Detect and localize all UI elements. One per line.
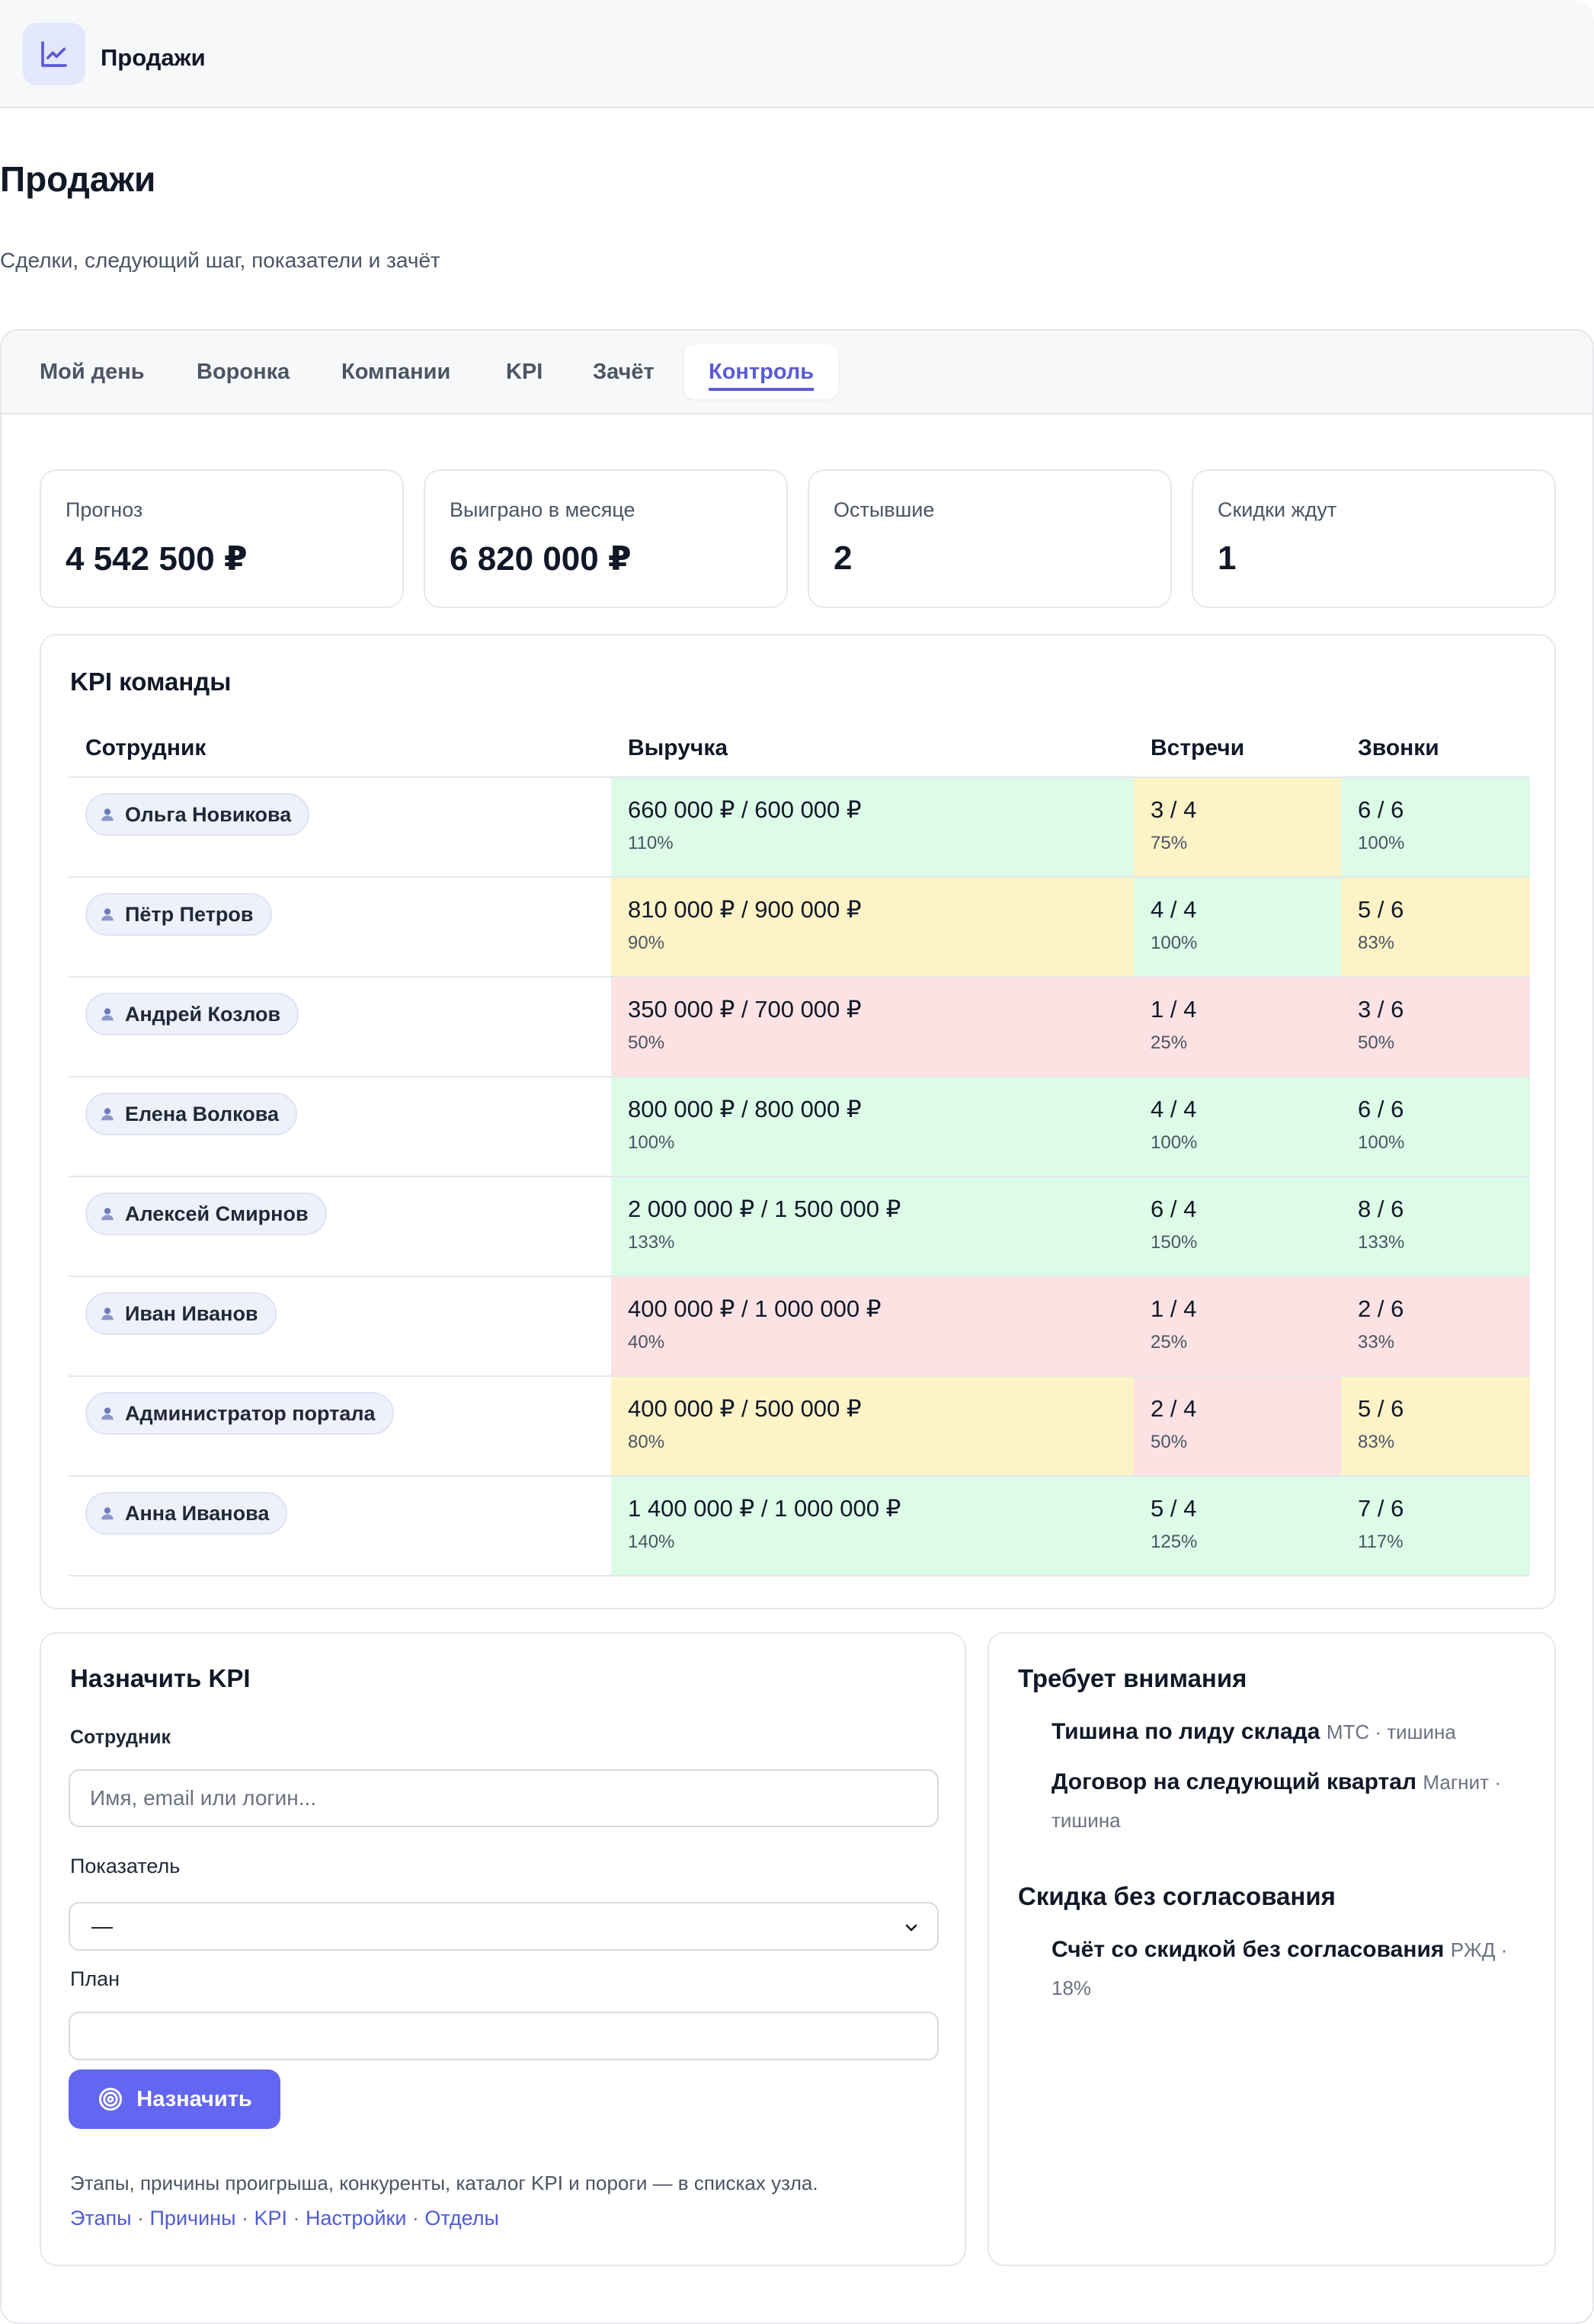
stat-value: 1 xyxy=(1218,539,1237,577)
table-header-row xyxy=(69,719,1530,777)
cell-meetings xyxy=(1134,1077,1341,1176)
main-panel xyxy=(0,329,1594,2324)
cell-revenue xyxy=(611,1077,1134,1176)
calls-percent: 133% xyxy=(1358,1232,1405,1253)
user-icon xyxy=(99,1505,116,1522)
revenue-value: 2 000 000 ₽ / 1 500 000 ₽ xyxy=(628,1196,901,1222)
employee-name: Администратор портала xyxy=(125,1401,376,1425)
user-icon xyxy=(99,1305,116,1322)
stat-card-won xyxy=(424,469,788,608)
table-row xyxy=(69,777,1530,877)
page-subtitle: Сделки, следующий шаг, показатели и зачёт xyxy=(0,248,440,272)
stat-label: Скидки ждут xyxy=(1218,498,1337,521)
calls-percent: 117% xyxy=(1358,1532,1404,1552)
stat-card-forecast xyxy=(40,469,404,608)
employee-chip[interactable] xyxy=(85,1192,327,1235)
cell-employee xyxy=(69,1176,611,1276)
column-header-calls: Звонки xyxy=(1341,719,1530,777)
kpi-team-card xyxy=(40,634,1556,1609)
meetings-value: 4 / 4 xyxy=(1151,896,1197,923)
kpi-title: KPI команды xyxy=(70,667,232,696)
meetings-value: 1 / 4 xyxy=(1151,996,1197,1023)
user-icon xyxy=(99,1405,116,1422)
kpi-table xyxy=(69,719,1530,1577)
table-row xyxy=(69,877,1530,977)
table-row xyxy=(69,1376,1530,1476)
calls-percent: 50% xyxy=(1358,1032,1395,1053)
calls-percent: 83% xyxy=(1358,1432,1395,1452)
calls-value: 3 / 6 xyxy=(1358,996,1404,1023)
tab-control[interactable]: Контроль xyxy=(684,344,838,399)
revenue-value: 660 000 ₽ / 600 000 ₽ xyxy=(628,796,862,823)
help-text: Этапы, причины проигрыша, конкуренты, каталог KPI и пороги — в списках узла. xyxy=(70,2172,818,2194)
cell-revenue xyxy=(611,777,1134,877)
tab-bar xyxy=(2,331,1592,415)
cell-calls xyxy=(1341,1077,1530,1176)
page-title: Продажи xyxy=(0,159,156,199)
calls-value: 7 / 6 xyxy=(1358,1495,1404,1522)
employee-chip[interactable] xyxy=(85,1492,287,1535)
employee-input[interactable] xyxy=(69,1769,939,1827)
calls-percent: 100% xyxy=(1358,1132,1405,1153)
cell-calls xyxy=(1341,777,1530,877)
attention-item[interactable]: Договор на следующий квартал Магнит · тишина xyxy=(1051,1769,1501,1832)
revenue-percent: 80% xyxy=(628,1432,665,1452)
employee-chip[interactable] xyxy=(85,1292,277,1335)
discount-title: Скидка без согласования xyxy=(1018,1882,1336,1910)
cell-calls xyxy=(1341,977,1530,1077)
cell-meetings xyxy=(1134,777,1341,877)
employee-name: Елена Волкова xyxy=(125,1102,280,1125)
tab-kpi[interactable]: KPI xyxy=(506,359,543,384)
revenue-value: 400 000 ₽ / 500 000 ₽ xyxy=(628,1395,862,1422)
column-header-revenue: Выручка xyxy=(611,719,1134,777)
cell-revenue xyxy=(611,977,1134,1077)
cell-calls xyxy=(1341,1376,1530,1476)
employee-chip[interactable] xyxy=(85,793,309,836)
revenue-percent: 100% xyxy=(628,1132,675,1153)
table-row xyxy=(69,1476,1530,1576)
settings-links: Этапы · Причины · KPI · Настройки · Отделы xyxy=(70,2207,499,2230)
calls-percent: 83% xyxy=(1358,933,1395,953)
cell-revenue xyxy=(611,1276,1134,1376)
revenue-value: 350 000 ₽ / 700 000 ₽ xyxy=(628,996,862,1023)
tab-credit[interactable]: Зачёт xyxy=(593,359,655,384)
discount-item[interactable]: Счёт со скидкой без согласования РЖД · 18% xyxy=(1051,1937,1508,1999)
table-row xyxy=(69,977,1530,1077)
cell-calls xyxy=(1341,1476,1530,1576)
user-icon xyxy=(99,806,116,823)
link-departments[interactable]: Отделы xyxy=(424,2207,499,2230)
meetings-percent: 100% xyxy=(1151,933,1198,953)
revenue-value: 800 000 ₽ / 800 000 ₽ xyxy=(628,1096,862,1122)
cell-meetings xyxy=(1134,1476,1341,1576)
assign-kpi-card xyxy=(40,1632,966,2266)
cell-calls xyxy=(1341,1176,1530,1276)
cell-employee xyxy=(69,1276,611,1376)
revenue-percent: 110% xyxy=(628,833,674,853)
cell-employee xyxy=(69,977,611,1077)
cell-employee xyxy=(69,877,611,977)
cell-employee xyxy=(69,777,611,877)
metric-select-value: — xyxy=(91,1914,113,1938)
revenue-percent: 40% xyxy=(628,1332,665,1352)
cell-meetings xyxy=(1134,977,1341,1077)
attention-item[interactable]: Тишина по лиду склада МТС · тишина xyxy=(1051,1719,1456,1744)
revenue-percent: 50% xyxy=(628,1032,665,1053)
calls-value: 5 / 6 xyxy=(1358,896,1404,923)
stat-label: Остывшие xyxy=(834,498,935,521)
metric-select[interactable] xyxy=(69,1902,939,1951)
stat-label: Выиграно в месяце xyxy=(450,498,635,521)
meetings-percent: 25% xyxy=(1151,1332,1188,1352)
tab-my-day[interactable]: Мой день xyxy=(40,359,145,384)
employee-name: Анна Иванова xyxy=(125,1501,270,1525)
stat-label: Прогноз xyxy=(66,498,143,521)
cell-meetings xyxy=(1134,1276,1341,1376)
assign-button[interactable] xyxy=(69,2070,280,2129)
meetings-percent: 100% xyxy=(1151,1132,1198,1153)
plan-label: План xyxy=(70,1967,120,1990)
stat-card-cooled xyxy=(808,469,1172,608)
attention-card xyxy=(987,1632,1556,2266)
table-row xyxy=(69,1276,1530,1376)
cell-employee xyxy=(69,1077,611,1176)
cell-meetings xyxy=(1134,1376,1341,1476)
meetings-percent: 50% xyxy=(1151,1432,1188,1452)
stat-card-discounts xyxy=(1192,469,1556,608)
attention-title: Требует внимания xyxy=(1018,1664,1247,1692)
user-icon xyxy=(99,1006,116,1023)
employee-chip[interactable] xyxy=(85,993,299,1036)
assign-kpi-title: Назначить KPI xyxy=(70,1664,251,1692)
app-title: Продажи xyxy=(101,44,206,71)
employee-chip[interactable] xyxy=(85,893,272,936)
employee-name: Пётр Петров xyxy=(125,902,254,926)
cell-revenue xyxy=(611,1176,1134,1276)
table-row xyxy=(69,1176,1530,1276)
user-icon xyxy=(99,906,116,923)
link-kpi[interactable]: KPI xyxy=(254,2207,288,2230)
calls-value: 5 / 6 xyxy=(1358,1395,1404,1422)
stat-value: 6 820 000 ₽ xyxy=(450,540,632,578)
meetings-value: 4 / 4 xyxy=(1151,1096,1197,1122)
cell-calls xyxy=(1341,877,1530,977)
revenue-percent: 90% xyxy=(628,933,665,953)
link-stages[interactable]: Этапы xyxy=(70,2207,132,2230)
meetings-value: 2 / 4 xyxy=(1151,1395,1197,1422)
revenue-value: 1 400 000 ₽ / 1 000 000 ₽ xyxy=(628,1495,901,1522)
chevron-down-icon xyxy=(902,1919,920,1937)
cell-meetings xyxy=(1134,877,1341,977)
employee-chip[interactable] xyxy=(85,1093,297,1135)
cell-meetings xyxy=(1134,1176,1341,1276)
meetings-value: 6 / 4 xyxy=(1151,1196,1197,1222)
employee-name: Андрей Козлов xyxy=(125,1002,281,1026)
calls-value: 8 / 6 xyxy=(1358,1196,1404,1222)
link-reasons[interactable]: Причины xyxy=(149,2207,236,2230)
employee-name: Иван Иванов xyxy=(125,1301,258,1325)
meetings-percent: 150% xyxy=(1151,1232,1198,1253)
metric-label: Показатель xyxy=(70,1855,181,1877)
calls-value: 2 / 6 xyxy=(1358,1295,1404,1322)
meetings-value: 5 / 4 xyxy=(1151,1495,1197,1522)
cell-revenue xyxy=(611,1376,1134,1476)
link-settings[interactable]: Настройки xyxy=(306,2207,407,2230)
tab-funnel[interactable]: Воронка xyxy=(197,359,290,384)
column-header-meetings: Встречи xyxy=(1134,719,1341,777)
revenue-percent: 133% xyxy=(628,1232,675,1253)
meetings-percent: 25% xyxy=(1151,1032,1188,1053)
column-header-employee: Сотрудник xyxy=(69,719,611,777)
chart-line-icon xyxy=(23,23,85,85)
stat-value: 4 542 500 ₽ xyxy=(66,540,248,578)
cell-revenue xyxy=(611,877,1134,977)
calls-value: 6 / 6 xyxy=(1358,1096,1404,1122)
assign-button-label: Назначить xyxy=(136,2086,252,2111)
calls-percent: 100% xyxy=(1358,833,1405,853)
meetings-percent: 125% xyxy=(1151,1532,1198,1552)
user-icon xyxy=(99,1106,116,1122)
meetings-value: 3 / 4 xyxy=(1151,796,1197,823)
employee-chip[interactable] xyxy=(85,1392,394,1435)
top-bar xyxy=(0,0,1594,108)
employee-name: Ольга Новикова xyxy=(125,802,292,826)
cell-employee xyxy=(69,1376,611,1476)
cell-employee xyxy=(69,1476,611,1576)
calls-percent: 33% xyxy=(1358,1332,1395,1352)
employee-name: Алексей Смирнов xyxy=(125,1202,309,1225)
tab-companies[interactable]: Компании xyxy=(341,359,451,384)
revenue-percent: 140% xyxy=(628,1532,675,1552)
target-icon xyxy=(97,2086,124,2113)
plan-input[interactable] xyxy=(69,2012,939,2060)
meetings-value: 1 / 4 xyxy=(1151,1295,1197,1322)
table-row xyxy=(69,1077,1530,1176)
calls-value: 6 / 6 xyxy=(1358,796,1404,823)
revenue-value: 810 000 ₽ / 900 000 ₽ xyxy=(628,896,862,923)
cell-calls xyxy=(1341,1276,1530,1376)
user-icon xyxy=(99,1205,116,1222)
revenue-value: 400 000 ₽ / 1 000 000 ₽ xyxy=(628,1295,882,1322)
cell-revenue xyxy=(611,1476,1134,1576)
stat-value: 2 xyxy=(834,539,853,577)
employee-label: Сотрудник xyxy=(70,1727,171,1748)
meetings-percent: 75% xyxy=(1151,833,1188,853)
